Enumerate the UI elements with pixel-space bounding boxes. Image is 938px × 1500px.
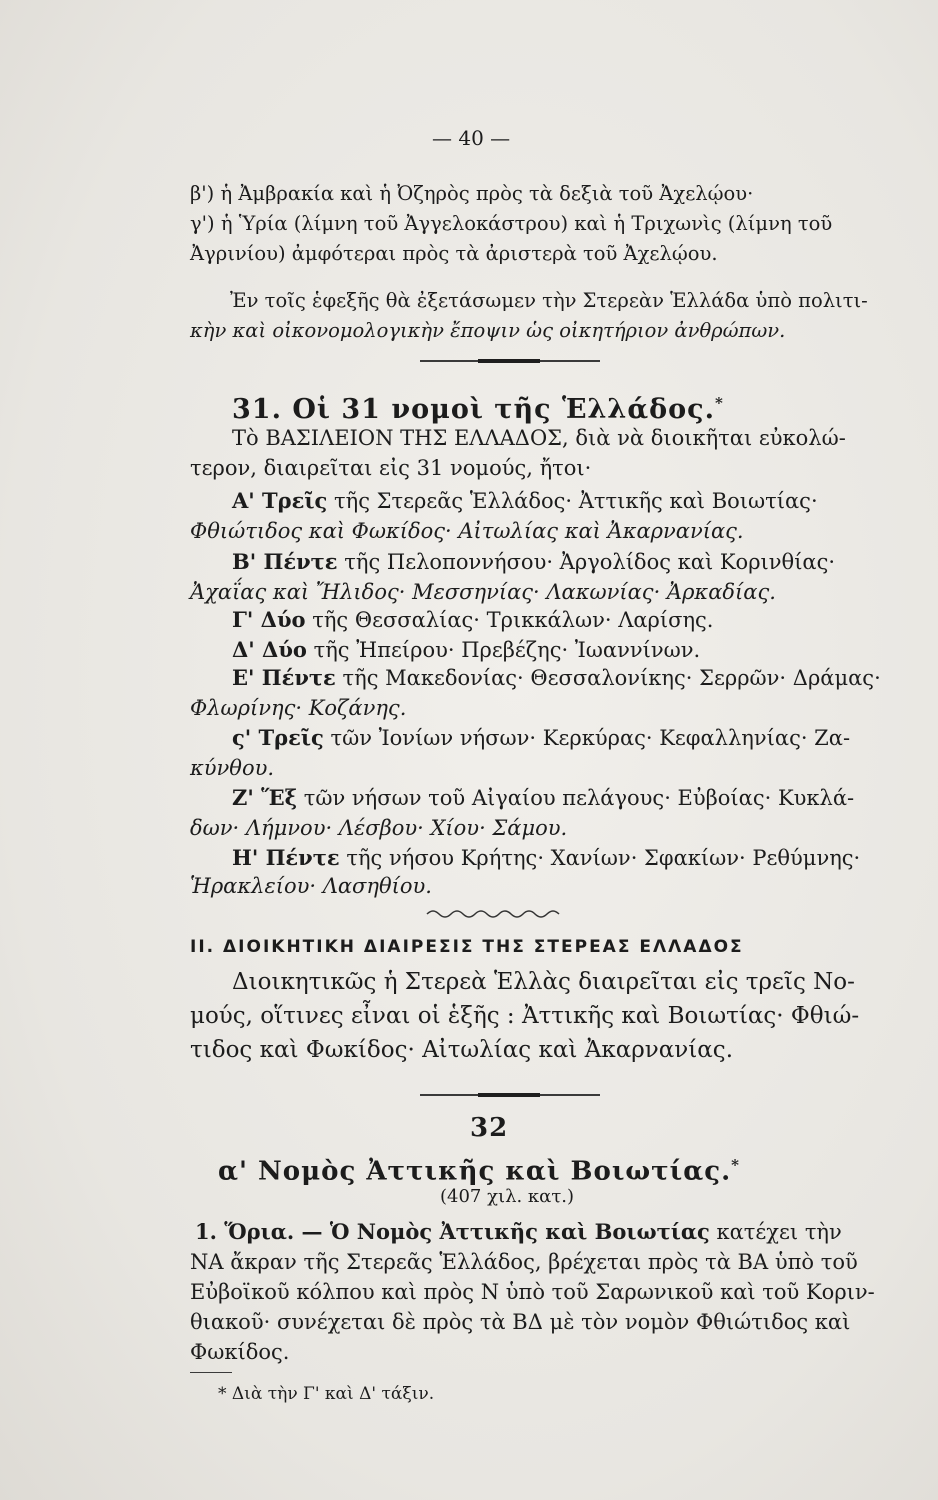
divider-center — [478, 359, 540, 363]
section-32-line-4: Φωκίδος. — [190, 1340, 290, 1364]
section-31-title: 31. Οἱ 31 νομοὶ τῆς Ἑλλάδος.* — [232, 394, 724, 425]
entry-d: Δ' Δύο τῆς Ἠπείρου· Πρεβέζης· Ἰωαννίνων. — [232, 637, 701, 662]
section-31-line-2: τερον, διαιρεῖται εἰς 31 νομούς, ἤτοι· — [190, 456, 592, 480]
entry-e-cont: Φλωρίνης· Κοζάνης. — [190, 696, 407, 720]
entry-e: Ε' Πέντε τῆς Μακεδονίας· Θεσσαλονίκης· Σερρῶν· Δράμας· — [232, 665, 881, 690]
wavy-ornament — [425, 906, 565, 920]
entry-g: Ζ' Ἕξ τῶν νήσων τοῦ Αἰγαίου πελάγους· Εὐβοίας· Κυκλά- — [232, 785, 855, 810]
section-32-lead: 1. Ὅρια. — Ὁ Νομὸς Ἀττικῆς καὶ Βοιωτίας κατέχει τὴν — [195, 1219, 842, 1244]
section-32-title: α' Νομὸς Ἀττικῆς καὶ Βοιωτίας.* — [218, 1156, 741, 1187]
section-2-line-3: τιδος καὶ Φωκίδος· Αἰτωλίας καὶ Ἀκαρνανίας. — [190, 1037, 734, 1063]
section-32-line-1: ΝΑ ἄκραν τῆς Στερεᾶς Ἑλλάδος, βρέχεται πρὸς τὰ ΒΑ ὑπὸ τοῦ — [190, 1250, 858, 1274]
footnote-rule — [190, 1372, 232, 1373]
entry-b-cont: Ἀχαΐας καὶ Ἤλιδος· Μεσσηνίας· Λακωνίας· Ἀρκαδίας. — [190, 580, 776, 604]
section-2-line-1: Διοικητικῶς ἡ Στερεὰ Ἑλλὰς διαιρεῖται εἰς τρεῖς Νο- — [232, 969, 855, 995]
footnote: * Διὰ τὴν Γ' καὶ Δ' τάξιν. — [218, 1384, 435, 1404]
entry-a: Α' Τρεῖς τῆς Στερεᾶς Ἑλλάδος· Ἀττικῆς καὶ Βοιωτίας· — [232, 488, 818, 513]
intro-line-5: κὴν καὶ οἰκονομολογικὴν ἔποψιν ὡς οἰκητήριον ἀνθρώπων. — [190, 319, 786, 342]
entry-a-cont: Φθιώτιδος καὶ Φωκίδος· Αἰτωλίας καὶ Ἀκαρνανίας. — [190, 519, 744, 543]
intro-line-1: β') ἡ Ἀμβρακία καὶ ἡ Ὀζηρὸς πρὸς τὰ δεξιὰ τοῦ Ἀχελῴου· — [190, 182, 754, 205]
intro-line-4: Ἐν τοῖς ἑφεξῆς θὰ ἐξετάσωμεν τὴν Στερεὰν Ἑλλάδα ὑπὸ πολιτι- — [230, 289, 868, 312]
section-32-line-2: Εὐβοϊκοῦ κόλπου καὶ πρὸς Ν ὑπὸ τοῦ Σαρωνικοῦ καὶ τοῦ Κοριν- — [190, 1280, 875, 1304]
intro-line-3: Ἀγρινίου) ἀμφότεραι πρὸς τὰ ἀριστερὰ τοῦ Ἀχελῴου. — [190, 242, 718, 265]
entry-h: Η' Πέντε τῆς νήσου Κρήτης· Χανίων· Σφακίων· Ρεθύμνης· — [232, 845, 861, 870]
entry-b: Β' Πέντε τῆς Πελοποννήσου· Ἀργολίδος καὶ Κορινθίας· — [232, 549, 836, 574]
entry-h-cont: Ἡρακλείου· Λασηθίου. — [190, 874, 432, 898]
entry-c: Γ' Δύο τῆς Θεσσαλίας· Τρικκάλων· Λαρίσης. — [232, 607, 714, 632]
section-31-line-1: Τὸ ΒΑΣΙΛΕΙΟΝ ΤΗΣ ΕΛΛΑΔΟΣ, διὰ νὰ διοικῆται εὐκολώ- — [232, 426, 846, 450]
section-2-line-2: μούς, οἵτινες εἶναι οἱ ἑξῆς : Ἀττικῆς καὶ Βοιωτίας· Φθιώ- — [190, 1003, 860, 1029]
entry-g-cont: δων· Λήμνου· Λέσβου· Χίου· Σάμου. — [190, 816, 568, 840]
section-32-area: (407 χιλ. κατ.) — [440, 1186, 575, 1207]
section-2-heading: ΙΙ. ΔΙΟΙΚΗΤΙΚΗ ΔΙΑΙΡΕΣΙΣ ΤΗΣ ΣΤΕΡΕΑΣ ΕΛΛΑΔΟΣ — [190, 937, 744, 957]
section-32-number: 32 — [470, 1113, 509, 1143]
entry-f: ς' Τρεῖς τῶν Ἰονίων νήσων· Κερκύρας· Κεφαλληνίας· Ζα- — [232, 725, 851, 750]
page-number: — 40 — — [432, 126, 511, 150]
intro-line-2: γ') ἡ Ὑρία (λίμνη τοῦ Ἀγγελοκάστρου) καὶ ἡ Τριχωνὶς (λίμνη τοῦ — [190, 212, 833, 235]
section-32-line-3: θιακοῦ· συνέχεται δὲ πρὸς τὰ ΒΔ μὲ τὸν νομὸν Φθιώτιδος καὶ — [190, 1310, 851, 1334]
divider-2-center — [478, 1093, 540, 1097]
entry-f-cont: κύνθου. — [190, 756, 275, 780]
